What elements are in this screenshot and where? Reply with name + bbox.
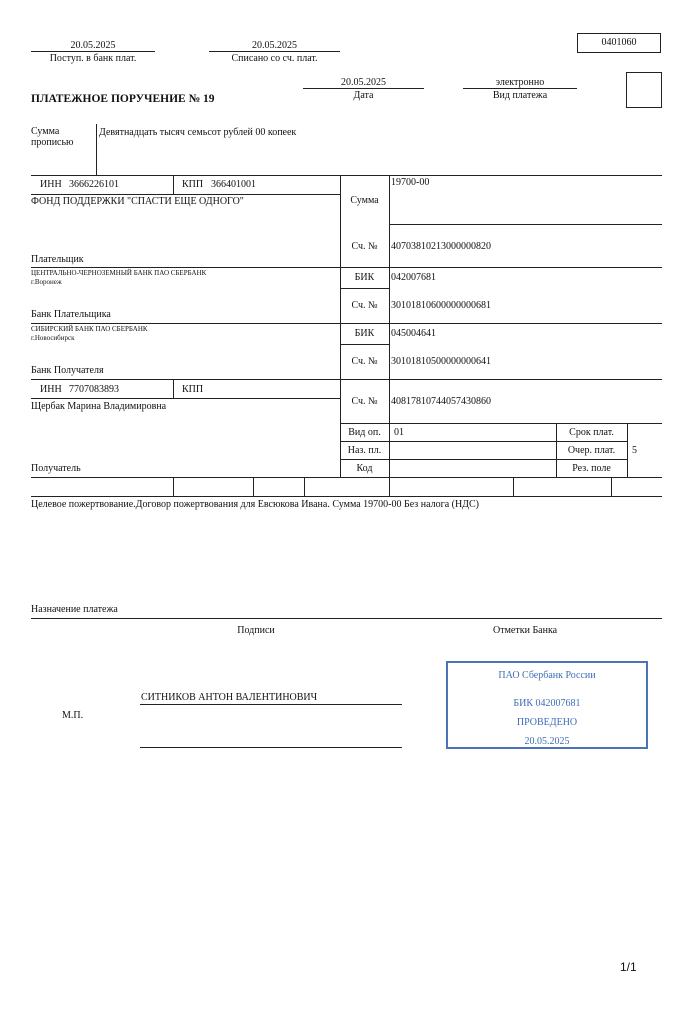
divider <box>209 51 340 52</box>
payee-role-label: Получатель <box>31 463 81 474</box>
payee-account-label: Сч. № <box>351 396 378 407</box>
payee-account: 40817810744057430860 <box>391 396 491 407</box>
payer-inn-label: ИНН <box>40 179 62 190</box>
op-type-label: Вид оп. <box>348 427 381 438</box>
bank-stamp <box>446 661 648 749</box>
divider <box>340 423 662 424</box>
payer-bank-bik-label: БИК <box>354 272 375 283</box>
amount-words: Девятнадцать тысяч семьсот рублей 00 копеек <box>99 127 297 138</box>
divider <box>96 124 97 175</box>
status-box <box>626 72 662 108</box>
payer-name: ФОНД ПОДДЕРЖКИ "СПАСТИ ЕЩЕ ОДНОГО" <box>31 196 244 207</box>
document-title: ПЛАТЕЖНОЕ ПОРУЧЕНИЕ № 19 <box>31 93 215 105</box>
stamp-bank-name: ПАО Сбербанк России <box>498 670 596 681</box>
divider <box>463 88 577 89</box>
payer-bank-account: 30101810600000000681 <box>391 300 491 311</box>
amount-words-label: прописью <box>31 137 74 148</box>
sum-value: 19700-00 <box>391 177 430 188</box>
divider <box>389 175 390 477</box>
term-label: Срок плат. <box>569 427 614 438</box>
divider <box>627 423 628 477</box>
signature-line <box>140 747 402 748</box>
queue-label: Очер. плат. <box>567 445 616 456</box>
signatures-label: Подписи <box>237 625 275 636</box>
received-label: Поступ. в банк плат. <box>49 53 137 64</box>
divider <box>173 379 174 398</box>
divider <box>513 477 514 496</box>
payer-role-label: Плательщик <box>31 254 84 265</box>
payer-bank-role-label: Банк Плательщика <box>31 309 111 320</box>
payer-bank-city: г.Воронеж <box>31 278 62 286</box>
page-number: 1/1 <box>620 960 637 974</box>
divider <box>340 344 389 345</box>
payer-bank-name: ЦЕНТРАЛЬНО-ЧЕРНОЗЕМНЫЙ БАНК ПАО СБЕРБАНК <box>31 269 207 277</box>
signer-name: СИТНИКОВ АНТОН ВАЛЕНТИНОВИЧ <box>141 692 318 703</box>
divider <box>31 323 662 324</box>
divider <box>31 175 662 176</box>
received-date: 20.05.2025 <box>70 40 116 51</box>
payee-bank-account-label: Сч. № <box>351 356 378 367</box>
stamp-bik: БИК 042007681 <box>513 698 581 709</box>
payer-kpp-label: КПП <box>182 179 204 190</box>
signature-line <box>140 704 402 705</box>
payer-bank-account-label: Сч. № <box>351 300 378 311</box>
payee-kpp-label: КПП <box>182 384 204 395</box>
payment-type-label: Вид платежа <box>492 90 548 101</box>
queue-value: 5 <box>632 445 637 456</box>
divider <box>389 477 390 496</box>
payer-bank-bik: 042007681 <box>391 272 436 283</box>
op-type: 01 <box>394 427 404 438</box>
divider <box>31 194 340 195</box>
payee-bank-city: г.Новосибирск <box>31 334 75 342</box>
payee-inn-label: ИНН <box>40 384 62 395</box>
payee-bank-name: СИБИРСКИЙ БАНК ПАО СБЕРБАНК <box>31 325 148 333</box>
divider <box>340 441 628 442</box>
divider <box>611 477 612 496</box>
divider <box>31 51 155 52</box>
payer-account-label: Сч. № <box>351 241 378 252</box>
reserve-label: Рез. поле <box>572 463 611 474</box>
payee-inn: 7707083893 <box>69 384 119 395</box>
divider <box>31 618 662 619</box>
payee-name: Щербак Марина Владимировна <box>31 401 167 412</box>
purpose-label: Назначение платежа <box>31 604 118 615</box>
debited-label: Списано со сч. плат. <box>231 53 318 64</box>
stamp-place: М.П. <box>62 710 84 721</box>
stamp-status: ПРОВЕДЕНО <box>516 717 578 728</box>
stamp-date: 20.05.2025 <box>524 736 570 747</box>
form-code-box <box>577 33 661 53</box>
sum-label: Сумма <box>350 195 379 206</box>
divider <box>253 477 254 496</box>
divider <box>340 288 389 289</box>
date-value: 20.05.2025 <box>341 77 386 88</box>
payer-kpp: 366401001 <box>211 179 256 190</box>
date-label: Дата <box>353 90 374 101</box>
divider <box>304 477 305 496</box>
divider <box>31 496 662 497</box>
payer-account: 40703810213000000820 <box>391 241 491 252</box>
payer-inn: 3666226101 <box>69 179 119 190</box>
bank-marks-label: Отметки Банка <box>493 625 558 636</box>
purpose-code-label: Наз. пл. <box>347 445 382 456</box>
payee-bank-role-label: Банк Получателя <box>31 365 104 376</box>
divider <box>31 267 662 268</box>
purpose-text: Целевое пожертвование.Договор пожертвования для Евсюкова Ивана. Сумма 19700-00 Без налога (НДС) <box>31 499 480 510</box>
payee-bank-bik-label: БИК <box>354 328 375 339</box>
payment-type-value: электронно <box>495 77 545 88</box>
form-code: 0401060 <box>601 37 637 48</box>
payee-bank-account: 30101810500000000641 <box>391 356 491 367</box>
divider <box>173 175 174 194</box>
divider <box>31 379 662 380</box>
divider <box>31 398 340 399</box>
divider <box>340 459 628 460</box>
divider <box>31 477 662 478</box>
amount-words-label: Сумма <box>31 126 60 137</box>
code-label: Код <box>356 463 373 474</box>
divider <box>303 88 424 89</box>
debited-date: 20.05.2025 <box>252 40 297 51</box>
divider <box>389 224 662 225</box>
payee-bank-bik: 045004641 <box>391 328 436 339</box>
divider <box>173 477 174 496</box>
